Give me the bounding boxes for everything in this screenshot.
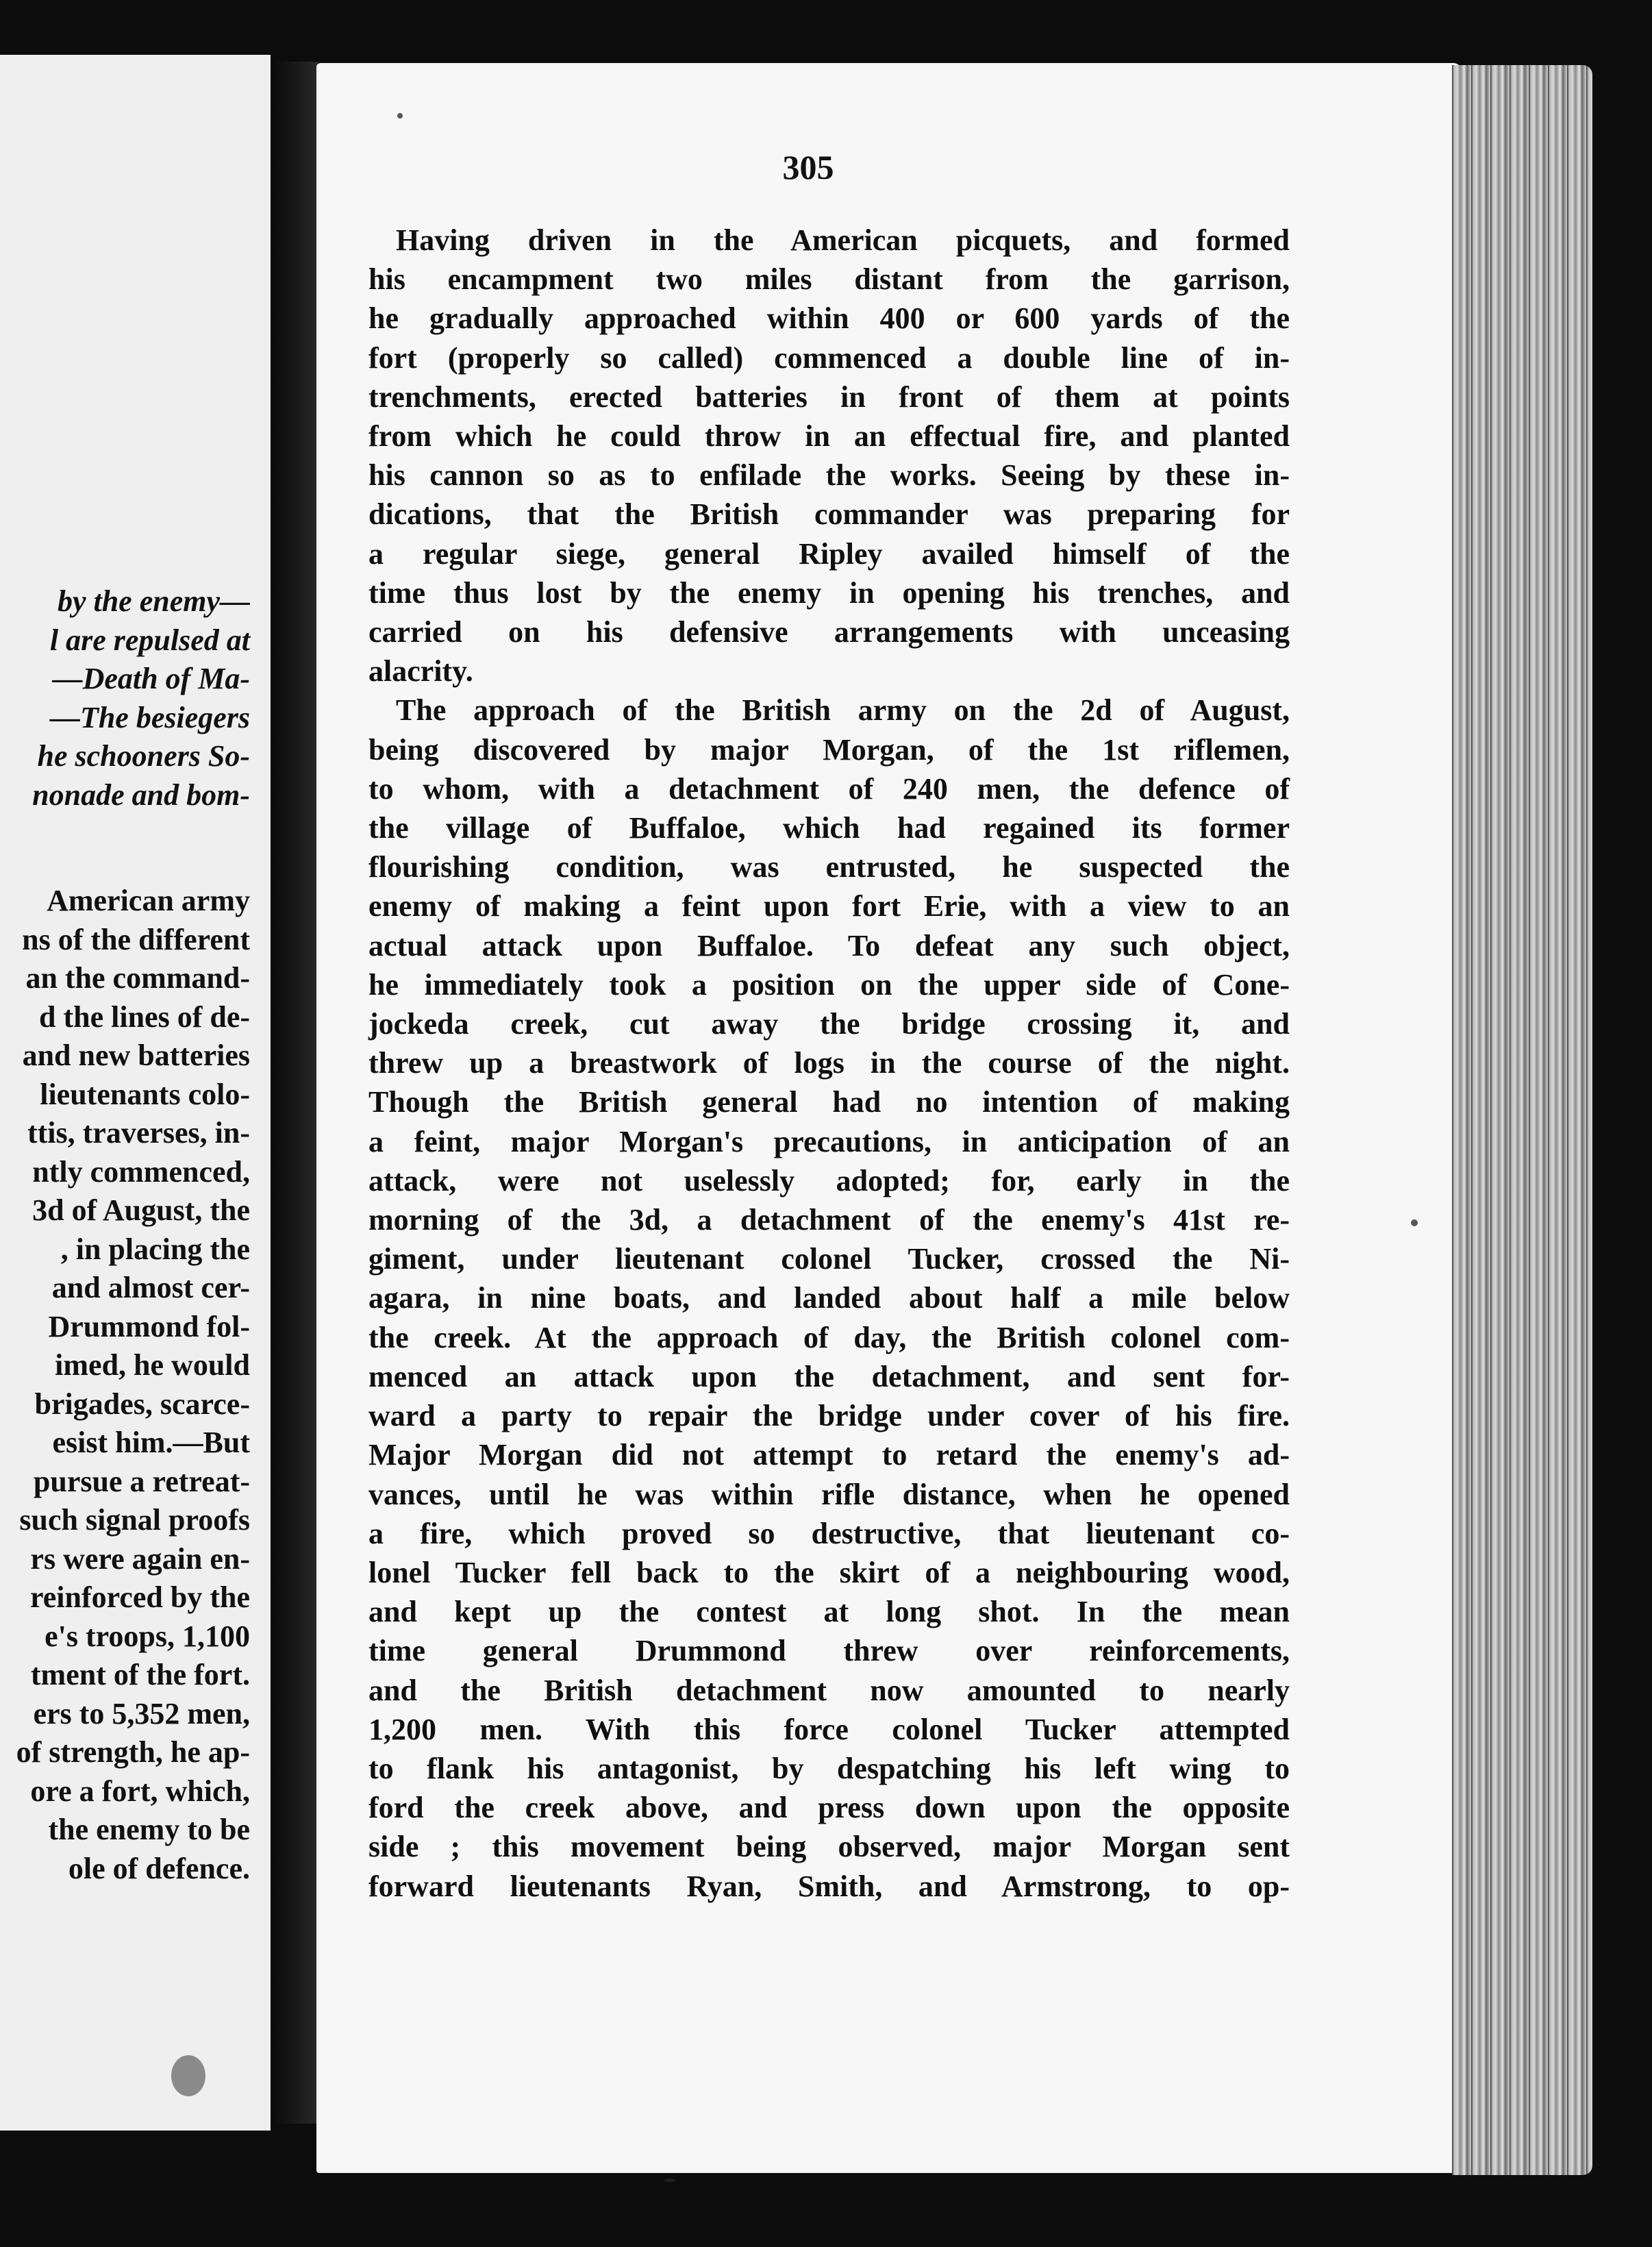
body-line: side ; this movement being observed, major Morgan sent — [368, 1830, 1290, 1864]
body-line: agara, in nine boats, and landed about half a mile below — [368, 1281, 1290, 1315]
left-summary-line: nonade and bom- — [32, 778, 250, 812]
body-line: forward lieutenants Ryan, Smith, and Armstrong, to op- — [368, 1869, 1290, 1903]
left-summary-line: he schooners So- — [37, 739, 250, 773]
left-text-line: esist him.—But — [52, 1426, 250, 1459]
left-text-line: ers to 5,352 men, — [33, 1696, 250, 1730]
body-line: trenchments, erected batteries in front of them at points — [368, 380, 1290, 414]
body-line: Major Morgan did not attempt to retard the enemy's ad- — [368, 1438, 1290, 1472]
left-page — [0, 55, 271, 2131]
body-line: the village of Buffaloe, which had regained its former — [368, 811, 1290, 845]
body-line: a feint, major Morgan's precautions, in anticipation of an — [368, 1124, 1290, 1158]
body-line: The approach of the British army on the 2d of August, — [396, 693, 1290, 728]
body-line: his encampment two miles distant from the garrison, — [368, 262, 1290, 297]
left-text-line: d the lines of de- — [39, 1000, 250, 1034]
left-gap — [0, 815, 250, 882]
left-text-line: brigades, scarce- — [34, 1387, 250, 1421]
left-text-line: such signal proofs — [19, 1503, 250, 1537]
body-line: fort (properly so called) commenced a double line of in- — [368, 340, 1290, 375]
left-summary-line: —The besiegers — [49, 700, 250, 734]
body-line: vances, until he was within rifle distance, when he opened — [368, 1477, 1290, 1511]
body-line: dications, that the British commander was preparing for — [368, 497, 1290, 532]
body-line: carried on his defensive arrangements with unceasing — [368, 615, 1290, 649]
left-text-line: pursue a retreat- — [33, 1464, 250, 1498]
left-text-line: e's troops, 1,100 — [45, 1619, 250, 1653]
left-text-line: of strength, he ap- — [16, 1735, 250, 1769]
ink-blot — [171, 2055, 205, 2096]
left-summary-line: l are repulsed at — [49, 623, 250, 657]
ink-speck — [1411, 1219, 1418, 1226]
body-line: 1,200 men. With this force colonel Tucker attempted — [368, 1712, 1290, 1746]
left-text-line: rs were again en- — [30, 1541, 250, 1576]
page-number: 305 — [782, 148, 834, 186]
body-line: threw up a breastwork of logs in the course of the night. — [368, 1046, 1290, 1080]
left-text-line: Drummond fol- — [48, 1309, 250, 1343]
body-line: jockeda creek, cut away the bridge crossing it, and — [368, 1007, 1290, 1041]
body-line: time thus lost by the enemy in opening his trenches, and — [368, 575, 1290, 610]
ink-speck — [397, 113, 403, 119]
left-text-line: and almost cer- — [51, 1271, 250, 1304]
body-line: to flank his antagonist, by despatching his left wing to — [368, 1751, 1290, 1785]
left-text-line: an the command- — [25, 961, 250, 995]
body-line: morning of the 3d, a detachment of the enemy's 41st re- — [368, 1203, 1290, 1237]
left-text-line: ttis, traverses, in- — [27, 1116, 250, 1150]
left-text-line: tment of the fort. — [30, 1658, 250, 1691]
book-gutter — [271, 62, 318, 2124]
ink-speck — [664, 2178, 675, 2182]
body-line: ford the creek above, and press down upon the opposite — [368, 1791, 1290, 1825]
left-summary-line: by the enemy— — [57, 584, 250, 618]
body-line: being discovered by major Morgan, of the 1st riflemen, — [368, 732, 1290, 767]
left-page-text — [0, 582, 250, 1888]
body-line: menced an attack upon the detachment, and sent for- — [368, 1359, 1290, 1393]
left-text-line: 3d of August, the — [32, 1193, 250, 1227]
page-edge-stack — [1452, 65, 1592, 2175]
body-line: and the British detachment now amounted to nearly — [368, 1673, 1290, 1707]
body-line: alacrity. — [368, 654, 473, 688]
body-line: time general Drummond threw over reinforcements, — [368, 1634, 1290, 1668]
body-line: his cannon so as to enfilade the works. Seeing by these in- — [368, 458, 1290, 493]
left-text-line: ntly commenced, — [32, 1154, 250, 1189]
left-text-line: , in placing the — [60, 1232, 250, 1266]
body-line: to whom, with a detachment of 240 men, the defence of — [368, 771, 1290, 806]
body-line: enemy of making a feint upon fort Erie, with a view to an — [368, 889, 1290, 923]
left-summary-line: —Death of Ma- — [52, 662, 250, 695]
body-line: actual attack upon Buffaloe. To defeat any such object, — [368, 928, 1290, 963]
left-text-line: imed, he would — [55, 1348, 250, 1382]
left-text-line: the enemy to be — [48, 1813, 250, 1846]
body-line: a regular siege, general Ripley availed himself of the — [368, 536, 1290, 571]
left-text-line: reinforced by the — [30, 1580, 250, 1614]
body-line: a fire, which proved so destructive, that lieutenant co- — [368, 1516, 1290, 1550]
body-line: giment, under lieutenant colonel Tucker, crossed the Ni- — [368, 1242, 1290, 1276]
body-line: and kept up the contest at long shot. In the mean — [368, 1595, 1290, 1629]
body-line: he immediately took a position on the upper side of Cone- — [368, 967, 1290, 1002]
body-line: the creek. At the approach of day, the British colonel com- — [368, 1320, 1290, 1354]
body-line: Though the British general had no intention of making — [368, 1085, 1290, 1119]
body-line: he gradually approached within 400 or 600 yards of the — [368, 301, 1290, 336]
body-line: Having driven in the American picquets, and formed — [396, 223, 1290, 257]
body-line: ward a party to repair the bridge under cover of his fire. — [368, 1399, 1290, 1433]
body-line: flourishing condition, was entrusted, he suspected the — [368, 850, 1290, 884]
left-text-line: ns of the different — [22, 922, 250, 956]
left-text-line: ole of defence. — [68, 1851, 250, 1885]
body-line: lonel Tucker fell back to the skirt of a neighbouring wood, — [368, 1555, 1290, 1589]
left-text-line: lieutenants colo- — [40, 1077, 250, 1111]
body-text — [368, 221, 1290, 1906]
left-text-line: ore a fort, which, — [30, 1774, 250, 1808]
left-text-line: American army — [47, 884, 250, 917]
body-line: from which he could throw in an effectual fire, and planted — [368, 419, 1290, 454]
left-text-line: and new batteries — [22, 1039, 250, 1072]
body-line: attack, were not uselessly adopted; for, early in the — [368, 1163, 1290, 1197]
